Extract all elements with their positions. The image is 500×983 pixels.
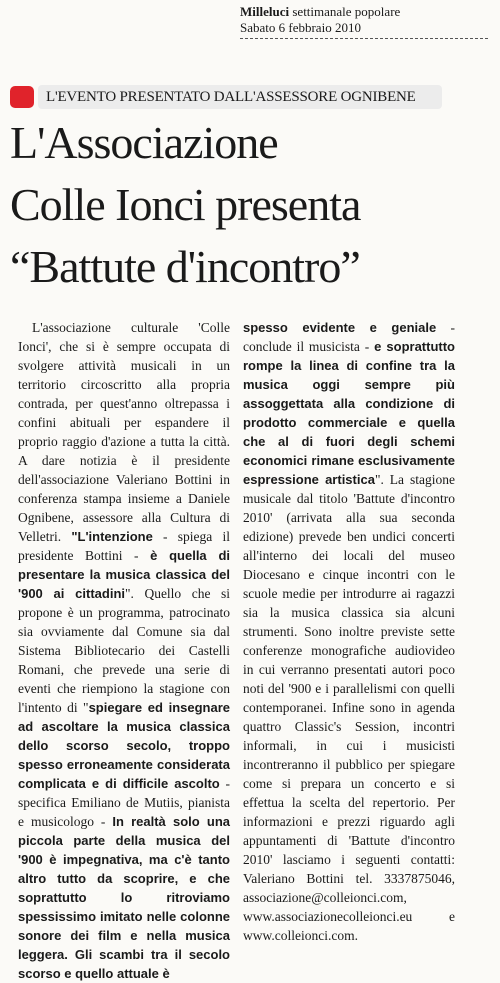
masthead-divider <box>240 38 488 39</box>
bold-text-run: "L'intenzione <box>71 529 153 544</box>
text-run: L'associazione culturale 'Colle Ionci', che si è sempre occupata di svolgere attività musicali in un territorio circoscritto alla propria contrada, per quest'anno oltrepassa i confini abituali per espandere il proprio raggio d'azione a tutta la città. A dare notizia è il presidente dell'associazione Valeriano Bottini in conferenza stampa insieme a Daniele Ognibene, assessore alla Cultura di Velletri. <box>18 320 230 544</box>
body-paragraph <box>243 318 455 945</box>
bold-text-run: spesso evidente e geniale <box>243 320 437 335</box>
headline-line: “Battute d'incontro” <box>10 241 360 292</box>
publication-name: Milleluci <box>240 4 290 19</box>
bold-text-run: spiegare ed insegnare ad ascoltare la musica classica dello scorso secolo, troppo spesso erroneamente considerata complicata e di difficile ascolto <box>18 700 230 791</box>
article-kicker: L'EVENTO PRESENTATO DALL'ASSESSORE OGNIBENE <box>38 85 442 109</box>
article-column-right <box>243 318 455 945</box>
kicker-marker <box>10 86 34 108</box>
masthead-title <box>240 4 490 20</box>
headline-line: Colle Ionci presenta <box>10 179 361 230</box>
publication-subtitle: settimanale popolare <box>292 4 401 19</box>
text-run: - conclude il musicista - <box>243 320 456 354</box>
text-run: ". La stagione musicale dal titolo 'Battute d'incontro 2010' (arrivata alla sua seconda edizione) prevede ben undici concerti all'interno dei locali del museo Diocesano e cinque incontri con le scuole medie per introdurre ai ragazzi sia la musica classica sia alcuni strumenti. Sono inoltre previste sette conferenze monografiche audiovideo in cui verranno presentati autori poco noti del '900 e i parallelismi con quelli contemporanei. Infine sono in agenda quattro Classic's Session, incontri informali, in cui i musicisti incontreranno il pubblico per spiegare come si prepara un concerto e si effettua la scelta del repertorio. Per informazioni e prezzi riguardo agli appuntamenti di 'Battute d'incontro 2010' lasciamo i seguenti contatti: Valeriano Bottini tel. 3337875046, associazione@colleionci.com, www.associazionecolleionci.eu e www.colleionci.com. <box>243 472 455 943</box>
publication-date: Sabato 6 febbraio 2010 <box>240 20 361 35</box>
headline-line: L'Associazione <box>10 117 278 168</box>
article-column-left <box>18 318 230 983</box>
bold-text-run: In realtà solo una piccola parte della musica del '900 è impegnativa, ma c'è tanto altro tutto da scoprire, e che soprattutto lo ritroviamo spessissimo imitato nelle colonne sonore dei film e nella musica leggera. Gli scambi tra il secolo scorso e quello attuale è <box>18 814 230 981</box>
text-run: - specifica Emiliano de Mutiis, pianista e musicologo - <box>18 776 230 829</box>
bold-text-run: è quella di presentare la musica classica del '900 ai cittadini <box>18 548 230 601</box>
bold-text-run: e soprattutto rompe la linea di confine tra la musica oggi sempre più assoggettata alla condizione di prodotto commerciale e quella che al di fuori degli schemi economici rimane esclusivamente espressione artistica <box>243 339 456 487</box>
article-headline <box>10 112 494 298</box>
text-run: - spiega il presidente Bottini - <box>18 529 230 563</box>
body-paragraph <box>18 318 230 983</box>
masthead <box>240 4 490 36</box>
text-run: ". Quello che si propone è un programma, patrocinato sia ovviamente dal Comune sia dal Sistema Bibliotecario dei Castelli Romani, che prevede una serie di eventi che riempiono la stagione con l'intento di " <box>18 586 230 715</box>
